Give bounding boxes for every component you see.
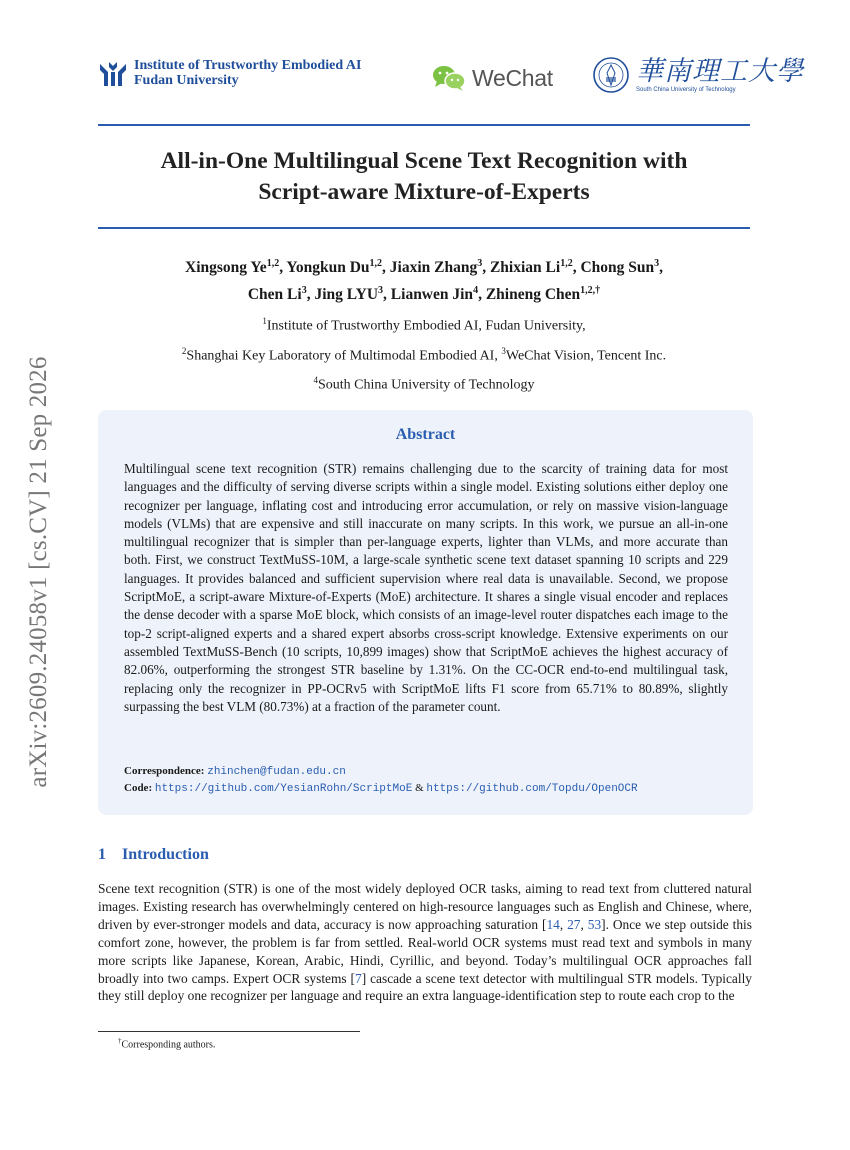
author-name: Jiaxin Zhang [389, 259, 478, 277]
fudan-line2: Fudan University [134, 73, 239, 88]
citation-link[interactable]: 27 [567, 916, 581, 932]
affiliations [98, 309, 750, 398]
author-name: Zhineng Chen [485, 286, 581, 304]
wechat-label: WeChat [472, 64, 553, 91]
author-sup: 1,2 [369, 258, 383, 269]
section-title: Introduction [122, 846, 209, 863]
code-line [124, 781, 744, 796]
affil-4: South China University of Technology [317, 377, 535, 393]
author-name: Yongkun Du [286, 259, 370, 277]
correspondence-email-link[interactable]: zhinchen@fudan.edu.cn [207, 766, 346, 778]
intro-text-b: ]. Once we step outside this comfort zone, however, the problem is far from settled. Real-world OCR systems must read text and symbols in many more scripts like Japanese, Korean, Arabic, Hindi, Cyrillic, and beyond. Today’s multilingual OCR approaches fall broadly into two camps. Expert OCR systems [ [98, 916, 752, 986]
scut-seal-icon [592, 56, 630, 94]
citation-link[interactable]: 14 [546, 916, 560, 932]
fudan-emblem-icon [98, 58, 128, 88]
author-sep: , [659, 259, 663, 277]
author-sep: , [382, 259, 390, 277]
fudan-logo [98, 58, 361, 88]
author-sup: 1,2 [266, 258, 280, 269]
author-sup: 3 [477, 258, 483, 269]
correspondence-label: Correspondence: [124, 765, 205, 777]
code-url-scriptmoe-link[interactable]: https://github.com/YesianRohn/ScriptMoE [154, 783, 413, 795]
title-rule [98, 227, 750, 229]
intro-paragraph [98, 880, 752, 1005]
author-sep: , [572, 259, 581, 277]
footnote-rule [98, 1031, 360, 1032]
author-name: Lianwen Jin [390, 286, 474, 304]
affil-sup: 3 [501, 345, 506, 356]
paper-title [98, 146, 750, 208]
abstract-heading: Abstract [395, 426, 456, 443]
affil-3: WeChat Vision, Tencent Inc. [505, 348, 667, 364]
scut-logo [592, 56, 804, 94]
author-list [98, 252, 750, 306]
section-heading-introduction [98, 846, 209, 864]
author-sep: , [279, 259, 287, 277]
wechat-bubbles-icon [432, 64, 466, 92]
code-url-openocr-link[interactable]: https://github.com/Topdu/OpenOCR [426, 783, 638, 795]
author-name: Xingsong Ye [185, 259, 267, 277]
intro-text-c: ] cascade a scene text detector with multilingual STR models. Typically they still deploy one recognizer per language and require an extra language-identification step to route each crop to the [98, 970, 753, 1004]
affil-2: Shanghai Key Laboratory of Multimodal Embodied AI, [186, 348, 502, 364]
author-sep: , [306, 286, 315, 304]
citation-link[interactable]: 53 [587, 916, 602, 932]
cite-sep: , [580, 916, 588, 932]
arxiv-stamp [14, 318, 64, 826]
affil-sup: 4 [313, 375, 318, 386]
code-label: Code: [124, 782, 153, 794]
footnote-text: Corresponding authors. [121, 1039, 216, 1051]
section-number: 1 [98, 846, 106, 863]
author-name: Chong Sun [580, 259, 655, 277]
author-sep: , [383, 286, 391, 304]
correspondence-line [124, 764, 744, 779]
author-sep: , [482, 259, 490, 277]
affil-sup: 1 [262, 316, 267, 326]
author-sup: 4 [473, 285, 479, 297]
author-sep: , [478, 286, 486, 304]
wechat-logo [432, 64, 553, 92]
author-name: Chen Li [247, 286, 302, 304]
citation-link[interactable]: 7 [355, 970, 362, 986]
code-amp: & [412, 782, 427, 794]
scut-chinese-name: 華南理工大學 [636, 55, 804, 87]
footnote-mark: † [118, 1037, 122, 1045]
affil-1: Institute of Trustworthy Embodied AI, Fudan University, [266, 318, 586, 334]
author-sup: 1,2,† [580, 285, 601, 297]
author-name: Zhixian Li [489, 259, 561, 277]
author-sup: 1,2 [560, 258, 573, 269]
arxiv-stamp-text: arXiv:2609.24058v1 [cs.CV] 21 Sep 2026 [25, 356, 52, 788]
affil-sup: 2 [181, 345, 187, 356]
title-line2: Script-aware Mixture-of-Experts [258, 179, 590, 205]
author-sup: 3 [378, 285, 384, 297]
fudan-line1: Institute of Trustworthy Embodied AI [134, 58, 362, 73]
cite-sep: , [559, 916, 568, 932]
intro-text-a: Scene text recognition (STR) is one of the most widely deployed OCR tasks, aiming to read text from cluttered natural images. Existing research has overwhelmingly centered on high-resource languages such as English and Chinese, where, driven by ever-stronger models and data, accuracy is now approaching saturation [ [98, 881, 752, 932]
scut-english-name: South China University of Technology [636, 86, 736, 93]
header-rule [98, 124, 750, 126]
author-name: Jing LYU [314, 286, 379, 304]
abstract-body: Multilingual scene text recognition (STR) remains challenging due to the scarcity of training data for most languages and the difficulty of serving diverse scripts within a single model. Existing solutions either deploy one recognizer per language, inflating cost and introducing error accumulation, or rely on massive vision-language models (VLMs) that are expensive and still inaccurate on many scripts. In this work, we pursue an all-in-one multilingual recognizer that is simpler than per-language experts, lighter than VLMs, and more accurate than both. First, we construct TextMuSS-10M, a large-scale synthetic scene text dataset spanning 10 scripts and 229 languages. It provides balanced and sufficient supervision where real data is unavailable. Second, we propose ScriptMoE, a script-aware Mixture-of-Experts (MoE) architecture. It shares a single visual encoder and replaces the dense decoder with a sparse MoE block, which consists of an image-level router dispatches each image to the top-2 script-aligned experts and a shared expert absorbs cross-script knowledge. Extensive experiments on our assembled TextMuSS-Bench (10 scripts, 10,899 images) show that ScriptMoE achieves the highest accuracy of 82.06%, outperforming the strongest STR baseline by 1.31%. On the CC-OCR end-to-end multilingual task, replacing only the recognizer in PP-OCRv5 with ScriptMoE lifts F1 score from 65.71% to 80.89%, slightly surpassing the best VLM (80.73%) at a fraction of the parameter count. [124, 461, 728, 714]
author-sup: 3 [654, 258, 660, 269]
footnote [118, 1037, 215, 1050]
title-line1: All-in-One Multilingual Scene Text Recognition with [160, 148, 688, 174]
author-sup: 3 [301, 285, 307, 297]
